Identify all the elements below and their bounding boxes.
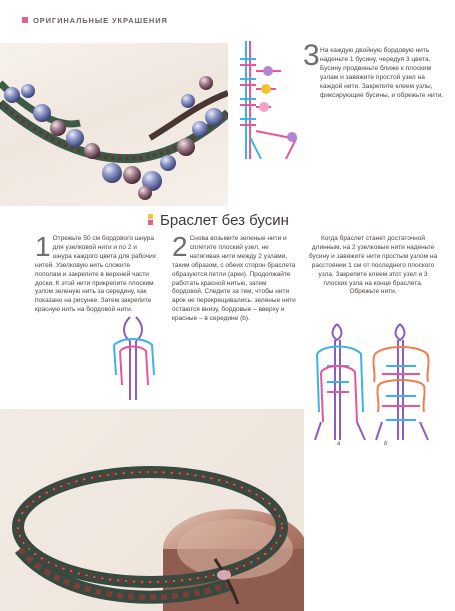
step-3 bbox=[236, 41, 448, 161]
step-1 bbox=[35, 231, 157, 315]
step-final bbox=[308, 235, 438, 297]
step-1-number: 1 bbox=[35, 231, 51, 262]
section-header bbox=[22, 13, 168, 27]
section-title bbox=[148, 210, 289, 230]
plain-bracelet-photo bbox=[0, 409, 304, 611]
step-3-diagram bbox=[236, 41, 306, 159]
section-label: ОРИГИНАЛЬНЫЕ УКРАШЕНИЯ bbox=[33, 15, 168, 25]
step-1-diagram bbox=[112, 315, 157, 400]
step-2-number: 2 bbox=[172, 231, 188, 262]
step-2 bbox=[172, 231, 296, 324]
header-marker bbox=[22, 17, 28, 23]
diagram-b-label: b bbox=[384, 441, 388, 447]
diagram-a bbox=[313, 322, 368, 447]
diagram-a-label: a bbox=[337, 441, 341, 447]
step-final-text: Когда браслет станет достаточной длинным, на 2 узелковые нити наденьте бусину и завяжите нити простым узлом на расстоянии 1 см от последнего плоского узла. Закрепите клеем этот узел и 3 плоских узла на конце браслета. Обрежьте нити. bbox=[308, 235, 438, 296]
step-3-text: На каждую двойную бордовую нить наденьте 1 бусину, чередуя 3 цвета. Бусину продвиньте ближе к плоским узлам и завяжите простой узел на каждой нити. Закрепите клеем узлы, фиксирующие бусины, и обрежьте нити. bbox=[320, 47, 444, 100]
step-1-text: Отрежьте 50 см бордового шнура для узелковой нити и по 2 и шнура каждого цвета для рабочих нитей. Узелковую нить сложите пополам и закрепите в верхней части доски. К этой нити прикрепите плоским узлом зеленую нить за середину, как показано на рисунке. Затем закрепите красную нить на бордовой нити. bbox=[35, 235, 157, 314]
section-title-text: Браслет без бусин bbox=[160, 211, 289, 229]
diagram-b bbox=[372, 322, 432, 447]
step-2-text: Снова возьмите зеленые нити и сплетите плоский узел, не натягивая нити между 2 узлами, таким образом, с обеих сторон браслета образуются петли (арки). Продолжайте работать красной нитью, затем бордовой. Следите за тем, чтобы нити арок не перекрещивались: зеленые нити остаются внизу, бордовые – вверху и красные – в середине (b). bbox=[172, 235, 296, 323]
step-3-number: 3 bbox=[303, 39, 320, 72]
beaded-bracelet-photo bbox=[0, 43, 228, 206]
title-marker bbox=[148, 214, 153, 226]
